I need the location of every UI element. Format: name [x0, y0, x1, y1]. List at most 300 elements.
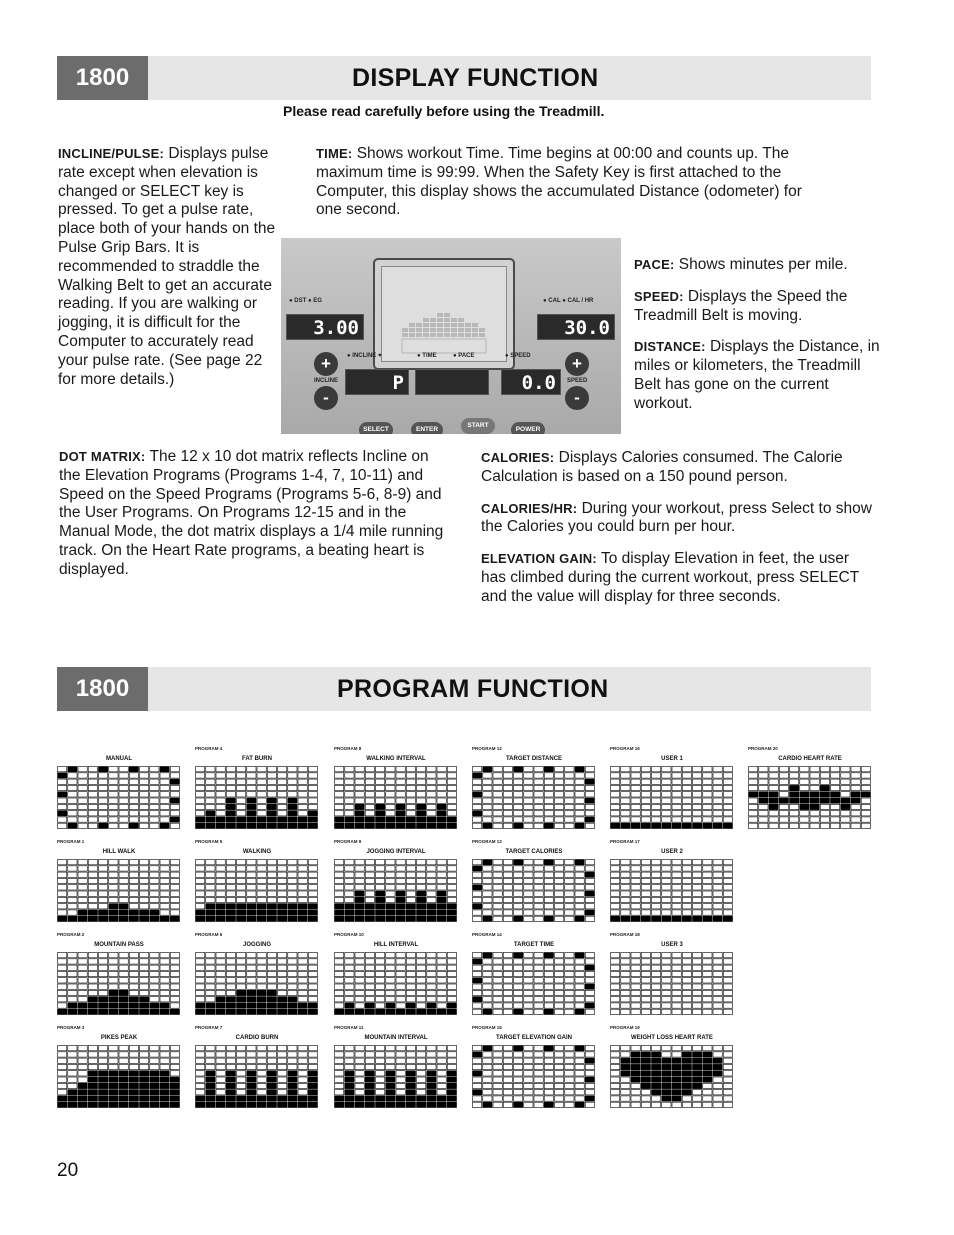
matrix-cell [534, 1090, 543, 1095]
matrix-cell [386, 1083, 395, 1088]
matrix-cell [288, 1077, 297, 1082]
matrix-cell [226, 1083, 235, 1088]
matrix-cell [447, 959, 456, 964]
matrix-cell [140, 823, 149, 828]
matrix-cell [575, 860, 584, 865]
matrix-cell [247, 798, 256, 803]
matrix-cell [524, 1071, 533, 1076]
speed-paragraph: SPEED: Displays the Speed the Treadmill Belt is moving. [634, 287, 848, 324]
matrix-cell [483, 1083, 492, 1088]
matrix-cell [483, 959, 492, 964]
matrix-cell [534, 817, 543, 822]
matrix-cell [544, 1009, 553, 1014]
matrix-cell [641, 997, 650, 1002]
matrix-cell [437, 792, 446, 797]
matrix-cell [473, 953, 482, 958]
matrix-cell [226, 897, 235, 902]
matrix-cell [206, 860, 215, 865]
program-profile-matrix [472, 952, 596, 1017]
matrix-cell [749, 785, 758, 790]
speed-indicator: ● SPEED [505, 353, 531, 359]
matrix-cell [555, 971, 564, 976]
matrix-cell [483, 860, 492, 865]
matrix-cell [493, 798, 502, 803]
matrix-cell [621, 1052, 630, 1057]
time-indicator: ● TIME [417, 353, 437, 359]
matrix-cell [723, 965, 732, 970]
matrix-cell [621, 773, 630, 778]
matrix-cell [226, 1052, 235, 1057]
matrix-cell [160, 910, 169, 915]
matrix-cell [447, 767, 456, 772]
matrix-cell [216, 916, 225, 921]
matrix-cell [575, 767, 584, 772]
matrix-cell [237, 804, 246, 809]
matrix-cell [160, 1003, 169, 1008]
matrix-cell [78, 773, 87, 778]
matrix-cell [524, 1003, 533, 1008]
matrix-cell [631, 1046, 640, 1051]
matrix-cell [427, 953, 436, 958]
matrix-cell [473, 1064, 482, 1069]
matrix-cell [652, 904, 661, 909]
matrix-cell [140, 1090, 149, 1095]
matrix-cell [406, 965, 415, 970]
matrix-cell [386, 811, 395, 816]
matrix-cell [437, 811, 446, 816]
matrix-cell [621, 1003, 630, 1008]
matrix-cell [575, 773, 584, 778]
matrix-cell [247, 891, 256, 896]
matrix-cell [226, 1096, 235, 1101]
matrix-cell [298, 866, 307, 871]
matrix-cell [503, 897, 512, 902]
matrix-cell [585, 965, 594, 970]
matrix-cell [206, 910, 215, 915]
matrix-cell [437, 860, 446, 865]
matrix-cell [585, 792, 594, 797]
matrix-cell [335, 1046, 344, 1051]
matrix-cell [575, 1102, 584, 1107]
matrix-cell [406, 953, 415, 958]
matrix-cell [278, 1102, 287, 1107]
matrix-cell [483, 953, 492, 958]
matrix-cell [129, 953, 138, 958]
matrix-cell [493, 1064, 502, 1069]
matrix-cell [473, 959, 482, 964]
matrix-cell [140, 904, 149, 909]
matrix-cell [109, 792, 118, 797]
matrix-cell [565, 971, 574, 976]
matrix-cell [140, 1009, 149, 1014]
matrix-cell [140, 1102, 149, 1107]
matrix-cell [483, 885, 492, 890]
matrix-cell [119, 779, 128, 784]
matrix-cell [427, 897, 436, 902]
matrix-cell [88, 872, 97, 877]
matrix-cell [544, 1071, 553, 1076]
matrix-cell [713, 804, 722, 809]
matrix-cell [621, 971, 630, 976]
screen-dot [451, 333, 457, 337]
matrix-cell [78, 1083, 87, 1088]
matrix-cell [196, 1071, 205, 1076]
matrix-cell [257, 878, 266, 883]
matrix-cell [790, 798, 799, 803]
matrix-cell [790, 823, 799, 828]
matrix-cell [524, 767, 533, 772]
matrix-cell [447, 773, 456, 778]
matrix-cell [682, 910, 691, 915]
program-card [610, 932, 734, 1022]
matrix-cell [437, 990, 446, 995]
matrix-cell [611, 823, 620, 828]
matrix-cell [611, 1083, 620, 1088]
matrix-cell [247, 1102, 256, 1107]
matrix-cell [267, 1102, 276, 1107]
matrix-cell [278, 1052, 287, 1057]
matrix-cell [109, 1003, 118, 1008]
matrix-cell [820, 804, 829, 809]
matrix-cell [703, 1064, 712, 1069]
matrix-cell [682, 891, 691, 896]
matrix-cell [396, 885, 405, 890]
matrix-cell [703, 823, 712, 828]
matrix-cell [693, 1046, 702, 1051]
matrix-cell [345, 897, 354, 902]
matrix-cell [386, 978, 395, 983]
matrix-cell [534, 1096, 543, 1101]
matrix-cell [555, 953, 564, 958]
matrix-cell [335, 767, 344, 772]
matrix-cell [631, 1052, 640, 1057]
matrix-cell [196, 878, 205, 883]
matrix-cell [759, 773, 768, 778]
matrix-cell [355, 984, 364, 989]
matrix-cell [109, 953, 118, 958]
matrix-cell [483, 1096, 492, 1101]
matrix-cell [406, 785, 415, 790]
matrix-cell [160, 990, 169, 995]
matrix-cell [575, 1052, 584, 1057]
matrix-cell [585, 1058, 594, 1063]
matrix-cell [365, 866, 374, 871]
matrix-cell [534, 910, 543, 915]
matrix-cell [723, 860, 732, 865]
matrix-cell [68, 910, 77, 915]
matrix-cell [109, 866, 118, 871]
matrix-cell [170, 959, 179, 964]
matrix-cell [682, 1096, 691, 1101]
matrix-cell [713, 885, 722, 890]
matrix-cell [345, 860, 354, 865]
matrix-cell [575, 785, 584, 790]
matrix-cell [58, 916, 67, 921]
matrix-cell [237, 792, 246, 797]
matrix-cell [473, 965, 482, 970]
matrix-cell [267, 1077, 276, 1082]
matrix-cell [58, 767, 67, 772]
incline-text: Displays pulse rate except when elevation is changed or SELECT key is pressed. To get a pulse rate, place both of your hands on the Pulse Grip Bars. It is recommended to straddle the Walking Belt to get an accurate reading. If you are walking or jogging, it is difficult for the Computer to accurately read your pulse rate. (See page 22 for more details.) [58, 145, 276, 388]
matrix-cell [565, 978, 574, 983]
matrix-cell [723, 1064, 732, 1069]
matrix-cell [237, 798, 246, 803]
matrix-cell [406, 872, 415, 877]
matrix-cell [78, 1064, 87, 1069]
matrix-cell [555, 1077, 564, 1082]
matrix-cell [298, 971, 307, 976]
matrix-cell [514, 910, 523, 915]
matrix-cell [78, 997, 87, 1002]
screen-dot [479, 328, 485, 332]
matrix-cell [129, 878, 138, 883]
matrix-cell [841, 785, 850, 790]
matrix-cell [335, 878, 344, 883]
dst-indicator: ● DST ● EG [289, 298, 322, 304]
matrix-cell [196, 817, 205, 822]
matrix-cell [396, 997, 405, 1002]
matrix-cell [611, 1077, 620, 1082]
matrix-cell [386, 1102, 395, 1107]
matrix-cell [58, 1096, 67, 1101]
matrix-cell [713, 997, 722, 1002]
matrix-cell [703, 891, 712, 896]
matrix-cell [703, 817, 712, 822]
matrix-cell [247, 773, 256, 778]
matrix-cell [662, 1046, 671, 1051]
matrix-cell [534, 785, 543, 790]
matrix-cell [68, 904, 77, 909]
matrix-cell [196, 910, 205, 915]
matrix-cell [611, 773, 620, 778]
matrix-cell [544, 904, 553, 909]
matrix-cell [386, 1052, 395, 1057]
matrix-cell [713, 916, 722, 921]
matrix-cell [386, 997, 395, 1002]
matrix-cell [68, 965, 77, 970]
matrix-cell [396, 891, 405, 896]
matrix-cell [621, 904, 630, 909]
matrix-cell [170, 811, 179, 816]
matrix-cell [682, 767, 691, 772]
matrix-cell [396, 1046, 405, 1051]
matrix-cell [298, 1046, 307, 1051]
matrix-cell [68, 767, 77, 772]
matrix-cell [417, 997, 426, 1002]
matrix-cell [355, 866, 364, 871]
matrix-cell [99, 990, 108, 995]
matrix-cell [99, 984, 108, 989]
program-profile-matrix [610, 952, 734, 1017]
matrix-cell [555, 1046, 564, 1051]
matrix-cell [769, 823, 778, 828]
matrix-cell [713, 990, 722, 995]
matrix-cell [298, 959, 307, 964]
matrix-cell [493, 1003, 502, 1008]
matrix-cell [672, 1102, 681, 1107]
matrix-cell [611, 990, 620, 995]
matrix-cell [119, 1077, 128, 1082]
matrix-cell [119, 885, 128, 890]
matrix-cell [841, 767, 850, 772]
matrix-cell [129, 823, 138, 828]
matrix-cell [514, 1071, 523, 1076]
matrix-cell [723, 1096, 732, 1101]
program-name: WALKING INTERVAL [366, 756, 426, 762]
matrix-cell [308, 990, 317, 995]
matrix-cell [140, 910, 149, 915]
matrix-cell [427, 978, 436, 983]
screen-dot [444, 328, 450, 332]
matrix-cell [682, 953, 691, 958]
incline-label: INCLINE/PULSE: [58, 146, 165, 161]
matrix-cell [216, 1096, 225, 1101]
matrix-cell [631, 773, 640, 778]
matrix-cell [396, 804, 405, 809]
program-name: MANUAL [106, 756, 132, 762]
matrix-cell [396, 798, 405, 803]
matrix-cell [565, 779, 574, 784]
matrix-cell [514, 779, 523, 784]
matrix-cell [257, 953, 266, 958]
matrix-cell [68, 1083, 77, 1088]
matrix-cell [237, 916, 246, 921]
matrix-cell [514, 971, 523, 976]
matrix-cell [493, 804, 502, 809]
matrix-cell [493, 1077, 502, 1082]
matrix-cell [345, 971, 354, 976]
matrix-cell [544, 997, 553, 1002]
matrix-cell [759, 767, 768, 772]
matrix-cell [88, 878, 97, 883]
matrix-cell [483, 984, 492, 989]
matrix-cell [703, 1083, 712, 1088]
matrix-cell [88, 1071, 97, 1076]
matrix-cell [437, 959, 446, 964]
matrix-cell [365, 878, 374, 883]
matrix-cell [396, 984, 405, 989]
program-card [472, 932, 596, 1022]
matrix-cell [672, 1071, 681, 1076]
matrix-cell [308, 897, 317, 902]
matrix-cell [257, 1046, 266, 1051]
program-name: WEIGHT LOSS HEART RATE [631, 1035, 713, 1041]
matrix-cell [58, 1064, 67, 1069]
matrix-cell [544, 885, 553, 890]
matrix-cell [662, 779, 671, 784]
matrix-cell [196, 767, 205, 772]
matrix-cell [257, 990, 266, 995]
matrix-cell [723, 773, 732, 778]
matrix-cell [216, 971, 225, 976]
matrix-cell [810, 804, 819, 809]
matrix-cell [335, 959, 344, 964]
matrix-cell [641, 817, 650, 822]
matrix-cell [226, 767, 235, 772]
matrix-cell [514, 866, 523, 871]
matrix-cell [641, 1003, 650, 1008]
matrix-cell [196, 1052, 205, 1057]
matrix-cell [196, 990, 205, 995]
matrix-cell [503, 1071, 512, 1076]
matrix-cell [652, 953, 661, 958]
matrix-cell [68, 1064, 77, 1069]
matrix-cell [247, 779, 256, 784]
matrix-cell [140, 1083, 149, 1088]
matrix-cell [652, 1052, 661, 1057]
matrix-cell [216, 866, 225, 871]
matrix-cell [534, 997, 543, 1002]
matrix-cell [473, 804, 482, 809]
matrix-cell [58, 1046, 67, 1051]
select-button: SELECT [359, 422, 393, 434]
matrix-cell [611, 1090, 620, 1095]
matrix-cell [524, 779, 533, 784]
matrix-cell [396, 785, 405, 790]
matrix-cell [652, 897, 661, 902]
matrix-cell [119, 904, 128, 909]
matrix-cell [810, 792, 819, 797]
matrix-cell [447, 792, 456, 797]
matrix-cell [769, 817, 778, 822]
matrix-cell [437, 1102, 446, 1107]
matrix-cell [196, 792, 205, 797]
matrix-cell [524, 904, 533, 909]
matrix-cell [237, 959, 246, 964]
matrix-cell [88, 959, 97, 964]
matrix-cell [820, 817, 829, 822]
matrix-cell [621, 1046, 630, 1051]
matrix-cell [565, 817, 574, 822]
matrix-cell [503, 1046, 512, 1051]
matrix-cell [99, 804, 108, 809]
matrix-cell [790, 792, 799, 797]
matrix-cell [257, 792, 266, 797]
matrix-cell [769, 773, 778, 778]
matrix-cell [216, 978, 225, 983]
matrix-cell [585, 798, 594, 803]
matrix-cell [723, 1083, 732, 1088]
matrix-cell [206, 1046, 215, 1051]
matrix-cell [119, 1090, 128, 1095]
matrix-cell [483, 990, 492, 995]
matrix-cell [355, 767, 364, 772]
display-function-banner [57, 56, 871, 100]
matrix-cell [335, 1071, 344, 1076]
matrix-cell [555, 1058, 564, 1063]
matrix-cell [196, 1083, 205, 1088]
screen-dot [458, 333, 464, 337]
matrix-cell [713, 798, 722, 803]
matrix-cell [611, 1052, 620, 1057]
matrix-cell [58, 1058, 67, 1063]
matrix-cell [99, 860, 108, 865]
matrix-cell [483, 1009, 492, 1014]
matrix-cell [534, 773, 543, 778]
matrix-cell [150, 1077, 159, 1082]
matrix-cell [216, 872, 225, 877]
matrix-cell [206, 891, 215, 896]
matrix-cell [78, 817, 87, 822]
matrix-cell [78, 798, 87, 803]
matrix-cell [226, 860, 235, 865]
matrix-cell [437, 984, 446, 989]
matrix-cell [196, 804, 205, 809]
matrix-cell [723, 866, 732, 871]
matrix-cell [216, 785, 225, 790]
matrix-cell [524, 953, 533, 958]
matrix-cell [119, 1046, 128, 1051]
